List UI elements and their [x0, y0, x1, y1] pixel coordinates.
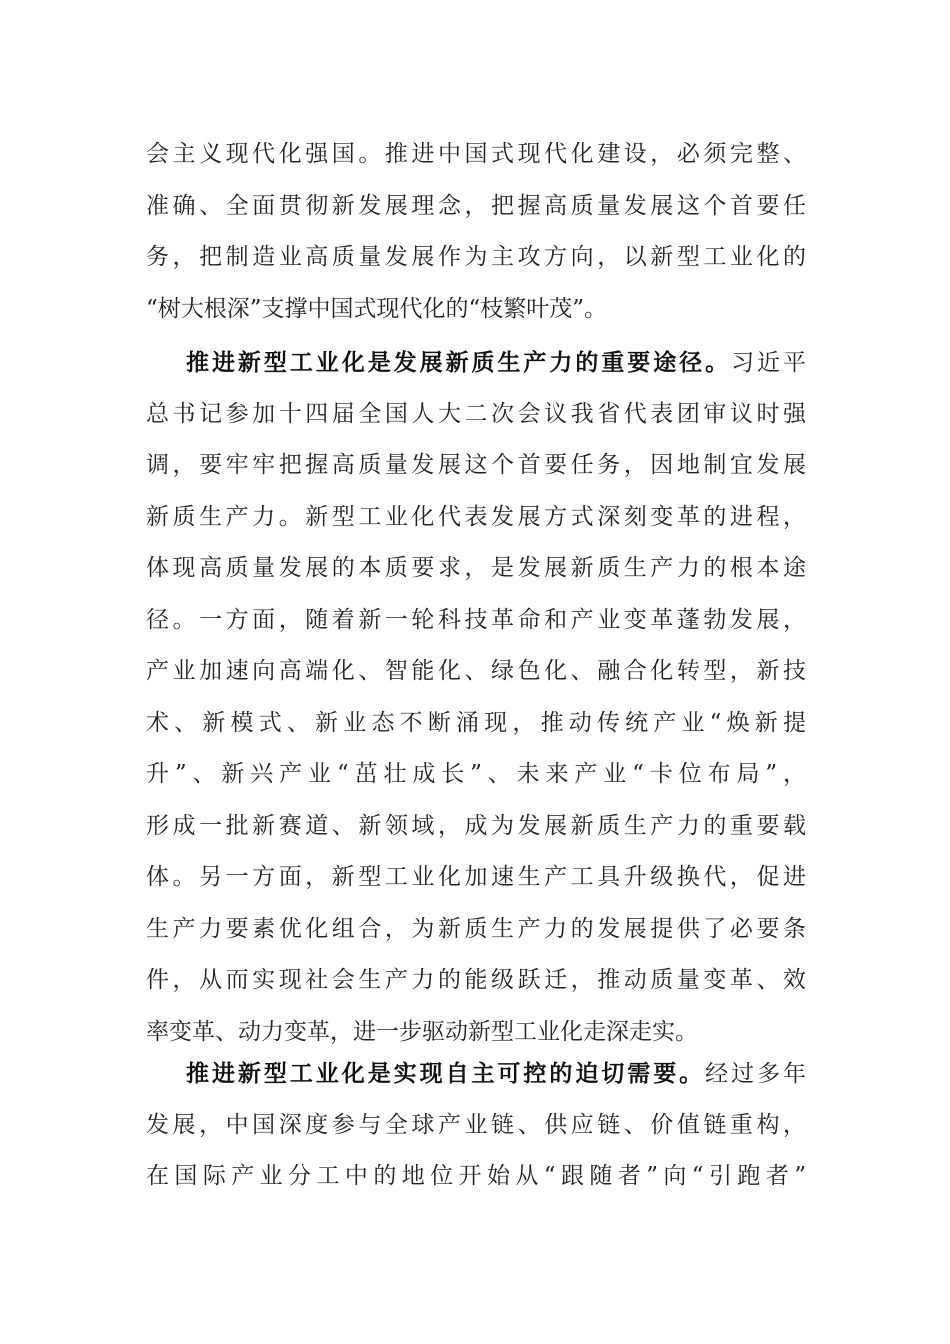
text-line: 总书记参加十四届全国人大二次会议我省代表团审议时强: [146, 400, 806, 427]
text-line: 在国际产业分工中的地位开始从“跟随者”向“引跑者”: [146, 1163, 806, 1189]
text-line: 会主义现代化强国。推进中国式现代化建设，必须完整、: [146, 141, 806, 167]
text-line: 准确、全面贯彻新发展理念，把握高质量发展这个首要任: [146, 192, 806, 219]
text-line: 升”、新兴产业“茁壮成长”、未来产业“卡位布局”，: [146, 761, 806, 787]
text-line-tail: 经过多年: [705, 1061, 807, 1087]
text-line: “树大根深”支撑中国式现代化的“枝繁叶茂”。: [146, 295, 608, 322]
text-line: 生产力要素优化组合，为新质生产力的发展提供了必要条: [146, 915, 806, 942]
text-line-tail: 习近平: [731, 350, 807, 376]
text-line: [146, 337, 806, 389]
text-line: [146, 1048, 806, 1100]
text-line: 调，要牢牢把握高质量发展这个首要任务，因地制宜发展: [146, 452, 806, 478]
paragraph-lead-heading: 推进新型工业化是发展新质生产力的重要途径。: [186, 349, 732, 376]
text-line: 发展，中国深度参与全球产业链、供应链、价值链重构，: [146, 1111, 806, 1138]
paragraph-1: [146, 129, 806, 335]
text-line: 体现高质量发展的本质要求，是发展新质生产力的根本途: [146, 555, 806, 581]
paragraph-lead-heading: 推进新型工业化是实现自主可控的迫切需要。: [186, 1060, 706, 1087]
text-line: 务，把制造业高质量发展作为主攻方向，以新型工业化的: [146, 244, 806, 270]
text-line: 术、新模式、新业态不断涌现，推动传统产业“焕新提: [146, 709, 806, 736]
text-line: 径。一方面，随着新一轮科技革命和产业变革蓬勃发展，: [146, 606, 806, 633]
text-line: 件，从而实现社会生产力的能级跃迁，推动质量变革、效: [146, 967, 806, 993]
text-line: 产业加速向高端化、智能化、绿色化、融合化转型，新技: [146, 658, 806, 684]
text-line: 体。另一方面，新型工业化加速生产工具升级换代，促进: [146, 864, 806, 890]
paragraph-3: [146, 1048, 806, 1203]
text-line: 新质生产力。新型工业化代表发展方式深刻变革的进程，: [146, 503, 806, 530]
paragraph-2: [146, 337, 806, 1058]
text-line: 率变革、动力变革，进一步驱动新型工业化走深走实。: [146, 1018, 698, 1045]
text-line: 形成一批新赛道、新领域，成为发展新质生产力的重要载: [146, 812, 806, 839]
